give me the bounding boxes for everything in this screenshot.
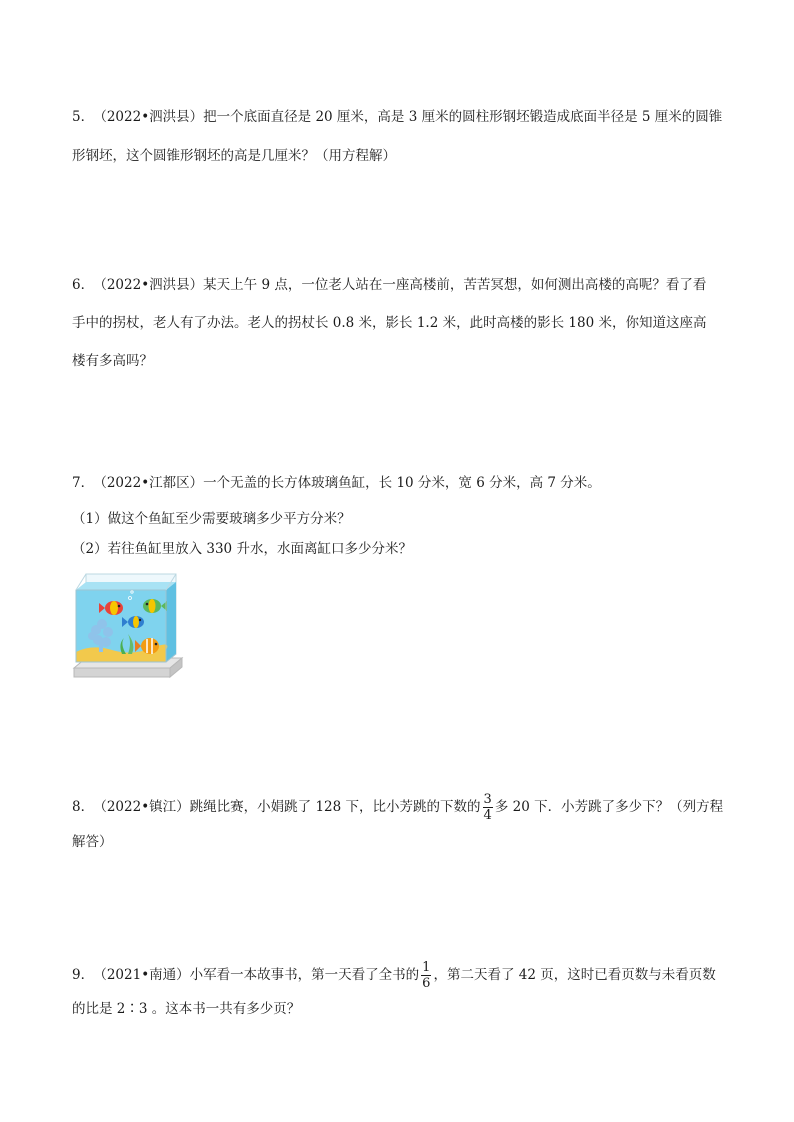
problem-7-line-1: [72, 473, 732, 493]
problem-6-line-3: 楼有多高吗？: [72, 353, 153, 369]
fraction-denominator: 6: [422, 976, 431, 991]
problem-source: （2022•泗洪县）: [100, 277, 204, 293]
problem-7-sub-2: （2）若往鱼缸里放入 330 升水，水面离缸口多少分米？: [72, 541, 412, 557]
problem-number: 8．: [72, 799, 95, 815]
problem-text: 小军看一本故事书，第一天看了全书的: [189, 967, 420, 983]
problem-text: 跳绳比赛，小娟跳了 128 下，比小芳跳的下数的: [189, 799, 481, 815]
fraction: [483, 792, 493, 823]
problem-5-line-2: 形钢坯，这个圆锥形钢坯的高是几厘米？（用方程解）: [72, 148, 396, 164]
problem-5-line-1: [72, 107, 732, 127]
fraction-numerator: 3: [483, 792, 492, 807]
problem-number: 7．: [72, 475, 95, 491]
problem-text: 把一个底面直径是 20 厘米，高是 3 厘米的圆柱形钢坯锻造成底面半径是 5 厘米的圆锥: [203, 109, 723, 125]
problem-6-line-1: [72, 275, 732, 295]
fraction: [421, 960, 431, 991]
problem-source: （2022•江都区）: [100, 475, 204, 491]
problem-9-line-2: 的比是 2∶3 。这本书一共有多少页？: [72, 1001, 301, 1017]
problem-number: 9．: [72, 967, 95, 983]
problem-source: （2021•南通）: [100, 967, 190, 983]
problem-text: ，第二天看了 42 页，这时已看页数与未看页数: [433, 967, 716, 983]
problem-number: 5．: [72, 109, 95, 125]
problem-source: （2022•镇江）: [100, 799, 190, 815]
fish-tank-image: [72, 572, 184, 680]
problem-8-line-2: 解答）: [72, 834, 113, 850]
problem-8-line-1: [72, 792, 732, 823]
problem-7-sub-1: （1）做这个鱼缸至少需要玻璃多少平方分米？: [72, 511, 351, 527]
problem-number: 6．: [72, 277, 95, 293]
problem-text: 某天上午 9 点，一位老人站在一座高楼前，苦苦冥想，如何测出高楼的高呢？看了看: [203, 277, 707, 293]
problem-source: （2022•泗洪县）: [100, 109, 204, 125]
problem-9-line-1: [72, 960, 732, 991]
fraction-numerator: 1: [422, 960, 431, 975]
problem-6-line-2: 手中的拐杖，老人有了办法。老人的拐杖长 0.8 米，影长 1.2 米，此时高楼的影长 180 米，你知道这座高: [72, 315, 707, 331]
problem-text: 一个无盖的长方体玻璃鱼缸，长 10 分米，宽 6 分米，高 7 分米。: [203, 475, 601, 491]
fraction-denominator: 4: [483, 808, 492, 823]
problem-text: 多 20 下．小芳跳了多少下？（列方程: [494, 799, 724, 815]
